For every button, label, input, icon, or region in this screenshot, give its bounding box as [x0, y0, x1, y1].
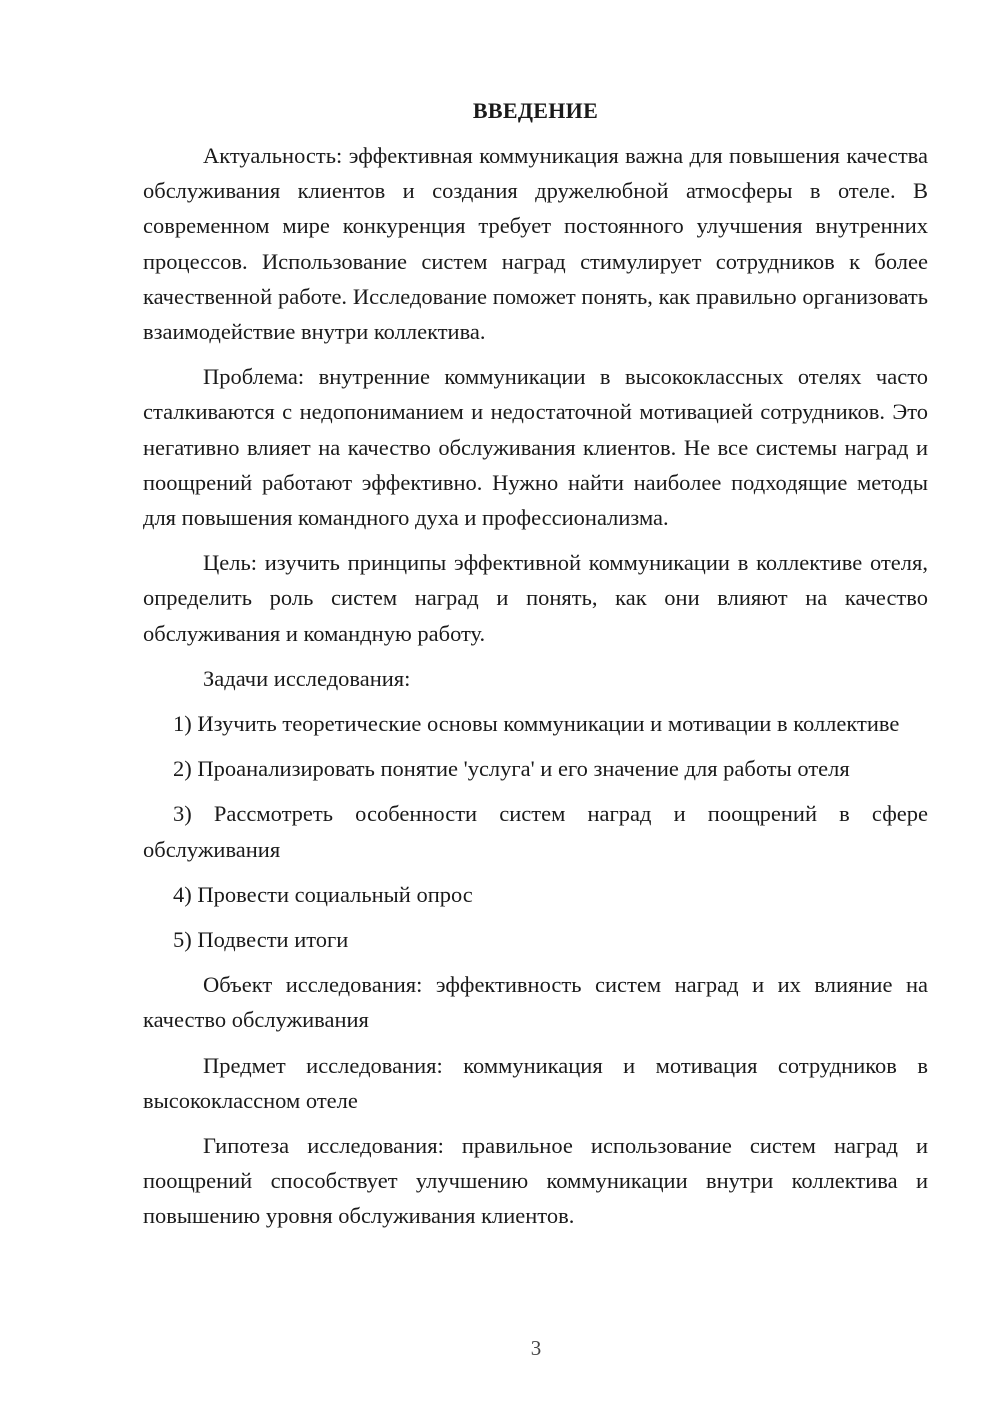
goal-paragraph: Цель: изучить принципы эффективной коммуникации в коллективе отеля, определить роль систем наград и понять, как они влияют на качество обслуживания и командную работу.: [143, 550, 928, 646]
task-item-3: 3) Рассмотреть особенности систем наград и поощрений в сфере обслуживания: [143, 801, 928, 862]
relevance-paragraph: Актуальность: эффективная коммуникация важна для повышения качества обслуживания клиентов и создания дружелюбной атмосферы в отеле. В современном мире конкуренция требует постоянного улучшения внутренних процессов. Использование систем наград стимулирует сотрудников к более качественной работе. Исследование поможет понять, как правильно организовать взаимодействие внутри коллектива.: [143, 143, 928, 345]
task-item-5: 5) Подвести итоги: [173, 927, 349, 953]
page-number: 3: [530, 1336, 542, 1360]
tasks-heading: Задачи исследования:: [203, 665, 411, 691]
hypothesis-paragraph: Гипотеза исследования: правильное использование систем наград и поощрений способствует улучшению коммуникации внутри коллектива и повышению уровня обслуживания клиентов.: [143, 1133, 928, 1229]
task-item-1: 1) Изучить теоретические основы коммуникации и мотивации в коллективе: [173, 711, 900, 737]
subject-paragraph: Предмет исследования: коммуникация и мотивация сотрудников в высококлассном отеле: [143, 1052, 928, 1113]
task-item-4: 4) Провести социальный опрос: [173, 881, 473, 907]
section-title: ВВЕДЕНИЕ: [472, 98, 599, 123]
document-page: [143, 96, 928, 1244]
problem-paragraph: Проблема: внутренние коммуникации в высококлассных отелях часто сталкиваются с недопониманием и недостаточной мотивацией сотрудников. Это негативно влияет на качество обслуживания клиентов. Не все системы наград и поощрений работают эффективно. Нужно найти наиболее подходящие методы для повышения командного духа и профессионализма.: [143, 364, 928, 531]
task-item-2: 2) Проанализировать понятие 'услуга' и его значение для работы отеля: [173, 756, 850, 782]
object-paragraph: Объект исследования: эффективность систем наград и их влияние на качество обслуживания: [143, 972, 928, 1033]
